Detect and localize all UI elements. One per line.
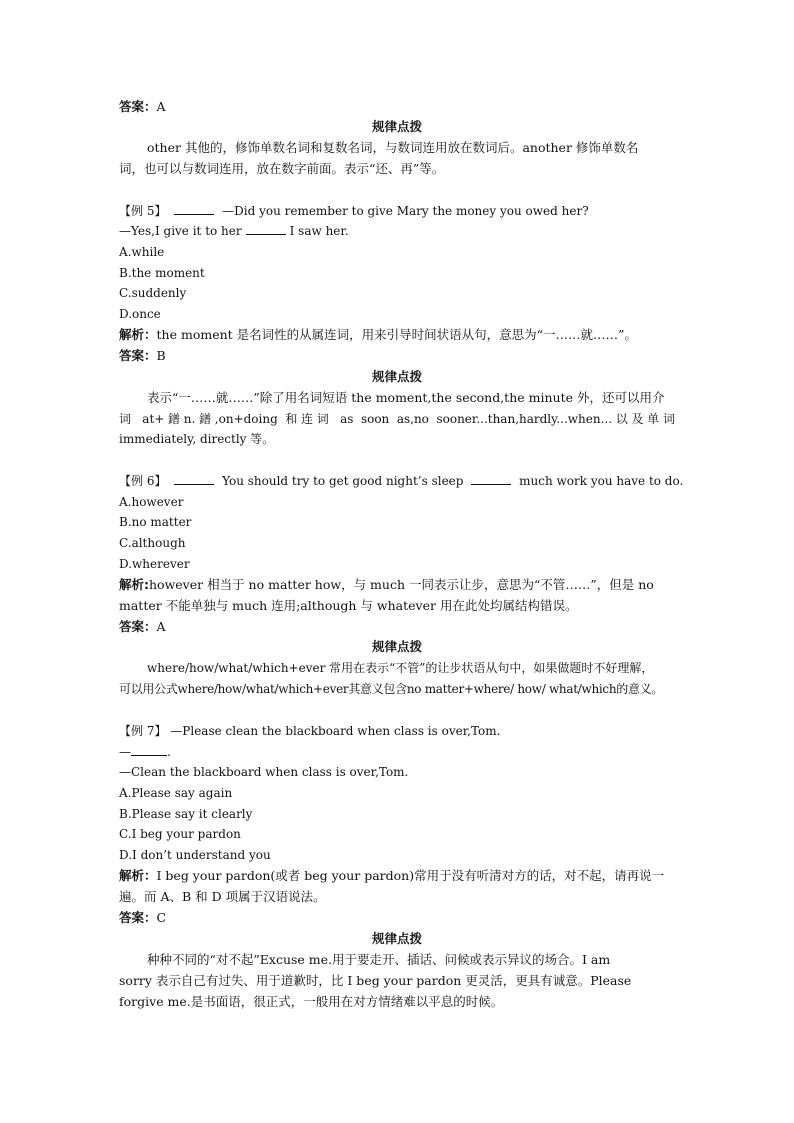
tip-text: where/how/what/which+ever 常用在表示“不管”的让步状语从句中，如果做题时不好理解， <box>147 661 654 675</box>
example-question <box>119 202 675 220</box>
answer-line <box>119 347 675 365</box>
option-item: B.Please say it clearly <box>119 807 253 821</box>
question-text: —Yes,I give it to her <box>119 224 242 238</box>
example-tag: 【例 7】 <box>119 724 167 738</box>
question-line <box>119 743 675 761</box>
analysis-text: however 相当于 no matter how，与 much 一同表示让步，意思为“不管……”，但是 no <box>149 577 654 592</box>
answer-value: C <box>156 910 167 925</box>
question-text: —Please clean the blackboard when class is over,Tom. <box>170 724 501 738</box>
tip-text: 种种不同的“对不起”Excuse me.用于要走开、插话、问候或表示异议的场合。I am <box>147 952 611 967</box>
option-item: D.wherever <box>119 557 190 571</box>
answer-label: 答案： <box>119 99 157 114</box>
tip-text: other 其他的，修饰单数名词和复数名词，与数词连用放在数词后。another 修饰单数名 <box>147 140 639 155</box>
answer-blank <box>174 203 214 215</box>
question-text: I saw her. <box>289 224 349 238</box>
option-item: B.no matter <box>119 515 192 529</box>
tip-text: 可以用公式where/how/what/which+ever其意义包含no matter+where/ how/ what/which的意义。 <box>119 682 664 696</box>
answer-line <box>119 909 675 927</box>
option-item: D.once <box>119 307 161 321</box>
answer-line <box>119 98 675 116</box>
answer-blank <box>174 473 214 485</box>
tip-text: 词 at+鐠n.鐠,on+doing 和连词 as soon as,no sooner...than,hardly...when...以及单词 <box>119 412 675 426</box>
question-text: much work you have to do. <box>519 474 684 488</box>
answer-blank <box>471 473 511 485</box>
analysis-text: the moment 是名词性的从属连词，用来引导时间状语从句，意思为“一……就……”。 <box>156 327 637 342</box>
answer-label: 答案： <box>119 619 157 634</box>
analysis-line <box>119 867 675 885</box>
answer-blank <box>131 744 167 756</box>
example-question <box>119 722 675 740</box>
answer-blank <box>246 223 286 235</box>
question-text: —Clean the blackboard when class is over,Tom. <box>119 765 409 779</box>
answer-label: 答案： <box>119 910 157 925</box>
tip-text: forgive me.是书面语，很正式，一般用在对方情绪难以平息的时候。 <box>119 994 504 1009</box>
tip-title: 规律点拨 <box>371 369 422 384</box>
analysis-label: 解析: <box>119 577 149 592</box>
tip-text: sorry 表示自己有过失、用于道歉时，比 I beg your pardon 更灵活，更具有诚意。Please <box>119 973 632 988</box>
analysis-label: 解析： <box>119 327 157 342</box>
answer-value: A <box>156 619 166 634</box>
example-tag: 【例 5】 <box>119 204 167 218</box>
analysis-text: 遍。而 A、B 和 D 项属于汉语说法。 <box>119 889 326 904</box>
option-item: C.suddenly <box>119 286 187 300</box>
option-item: A.however <box>119 495 184 509</box>
example-tag: 【例 6】 <box>119 474 167 488</box>
question-text: . <box>167 745 171 759</box>
question-text: You should try to get good night’s sleep <box>222 474 464 488</box>
answer-label: 答案： <box>119 348 157 363</box>
tip-title: 规律点拨 <box>371 931 422 946</box>
analysis-text: matter 不能单独与 much 连用;although 与 whatever 用在此处均属结构错误。 <box>119 598 578 613</box>
option-item: C.I beg your pardon <box>119 827 241 841</box>
analysis-line <box>119 576 675 594</box>
answer-line <box>119 618 675 636</box>
tip-title: 规律点拨 <box>371 119 422 134</box>
option-item: C.although <box>119 536 186 550</box>
option-item: D.I don’t understand you <box>119 848 271 862</box>
example-question <box>119 472 684 490</box>
tip-title: 规律点拨 <box>371 639 422 654</box>
tip-text: immediately, directly 等。 <box>119 432 275 446</box>
analysis-text: I beg your pardon(或者 beg your pardon)常用于没有听清对方的话，对不起，请再说一 <box>156 868 665 883</box>
analysis-line <box>119 326 675 344</box>
tip-text: 词，也可以与数词连用，放在数字前面。表示“还、再”等。 <box>119 161 445 176</box>
answer-value: A <box>156 99 166 114</box>
analysis-label: 解析： <box>119 868 157 883</box>
option-item: A.Please say again <box>119 786 233 800</box>
question-text: —Did you remember to give Mary the money you owed her? <box>222 204 589 218</box>
question-line <box>119 222 675 240</box>
tip-text: 表示“一……就……”除了用名词短语 the moment,the second,the minute 外，还可以用介 <box>147 390 665 405</box>
answer-value: B <box>156 348 166 363</box>
option-item: A.while <box>119 245 165 259</box>
option-item: B.the moment <box>119 266 205 280</box>
question-text: — <box>119 745 131 759</box>
